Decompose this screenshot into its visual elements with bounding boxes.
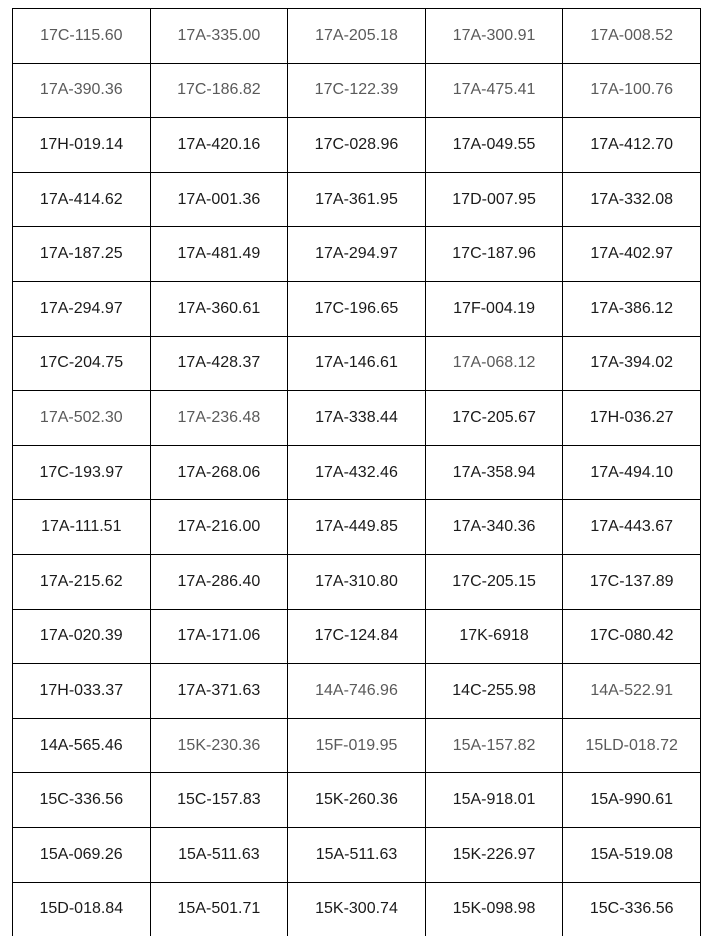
table-row [13, 609, 701, 664]
table-body [13, 9, 701, 937]
table-row [13, 391, 701, 446]
table-cell: 17A-187.25 [13, 227, 151, 282]
table-cell: 17C-028.96 [288, 118, 426, 173]
table-cell: 15K-300.74 [288, 882, 426, 936]
table-cell: 17H-019.14 [13, 118, 151, 173]
table-cell: 17A-216.00 [150, 500, 288, 555]
table-cell: 17C-204.75 [13, 336, 151, 391]
table-row [13, 827, 701, 882]
table-cell: 15A-501.71 [150, 882, 288, 936]
table-cell: 14C-255.98 [425, 664, 563, 719]
table-row [13, 554, 701, 609]
table-cell: 15C-157.83 [150, 773, 288, 828]
table-cell: 17C-122.39 [288, 63, 426, 118]
table-cell: 17A-001.36 [150, 172, 288, 227]
table-cell: 17A-300.91 [425, 9, 563, 64]
table-row [13, 882, 701, 936]
table-cell: 17A-420.16 [150, 118, 288, 173]
table-cell: 17A-020.39 [13, 609, 151, 664]
table-cell: 15LD-018.72 [563, 718, 701, 773]
table-cell: 17A-236.48 [150, 391, 288, 446]
table-cell: 17A-268.06 [150, 445, 288, 500]
table-cell: 17C-193.97 [13, 445, 151, 500]
table-cell: 15A-157.82 [425, 718, 563, 773]
table-cell: 17A-432.46 [288, 445, 426, 500]
table-cell: 17A-443.67 [563, 500, 701, 555]
table-row [13, 773, 701, 828]
table-cell: 17A-412.70 [563, 118, 701, 173]
license-plate-table [12, 8, 701, 936]
table-cell: 17A-494.10 [563, 445, 701, 500]
table-cell: 17D-007.95 [425, 172, 563, 227]
table-cell: 17A-171.06 [150, 609, 288, 664]
table-cell: 17A-390.36 [13, 63, 151, 118]
table-cell: 17A-386.12 [563, 281, 701, 336]
table-cell: 17C-205.15 [425, 554, 563, 609]
table-row [13, 718, 701, 773]
table-cell: 17A-414.62 [13, 172, 151, 227]
table-cell: 17A-294.97 [288, 227, 426, 282]
table-cell: 17A-394.02 [563, 336, 701, 391]
table-cell: 17A-481.49 [150, 227, 288, 282]
table-cell: 17A-008.52 [563, 9, 701, 64]
table-cell: 15A-069.26 [13, 827, 151, 882]
table-cell: 17A-215.62 [13, 554, 151, 609]
table-cell: 15A-511.63 [288, 827, 426, 882]
table-cell: 15D-018.84 [13, 882, 151, 936]
table-cell: 17A-358.94 [425, 445, 563, 500]
table-cell: 17A-428.37 [150, 336, 288, 391]
table-row [13, 9, 701, 64]
table-cell: 15A-519.08 [563, 827, 701, 882]
table-cell: 15A-990.61 [563, 773, 701, 828]
table-cell: 17A-371.63 [150, 664, 288, 719]
table-cell: 15A-511.63 [150, 827, 288, 882]
table-cell: 17A-475.41 [425, 63, 563, 118]
table-row [13, 118, 701, 173]
table-cell: 17A-205.18 [288, 9, 426, 64]
table-cell: 17A-449.85 [288, 500, 426, 555]
table-cell: 17C-137.89 [563, 554, 701, 609]
table-row [13, 664, 701, 719]
table-cell: 17A-360.61 [150, 281, 288, 336]
table-cell: 17A-502.30 [13, 391, 151, 446]
table-cell: 17A-335.00 [150, 9, 288, 64]
table-row [13, 336, 701, 391]
table-cell: 17H-036.27 [563, 391, 701, 446]
table-cell: 17A-294.97 [13, 281, 151, 336]
table-cell: 17C-115.60 [13, 9, 151, 64]
table-cell: 15K-226.97 [425, 827, 563, 882]
table-cell: 17C-080.42 [563, 609, 701, 664]
table-cell: 17A-310.80 [288, 554, 426, 609]
table-cell: 17A-286.40 [150, 554, 288, 609]
table-cell: 15K-230.36 [150, 718, 288, 773]
table-cell: 17C-186.82 [150, 63, 288, 118]
table-cell: 17A-332.08 [563, 172, 701, 227]
table-row [13, 445, 701, 500]
table-cell: 17A-361.95 [288, 172, 426, 227]
table-cell: 15C-336.56 [13, 773, 151, 828]
table-cell: 17C-205.67 [425, 391, 563, 446]
table-row [13, 500, 701, 555]
table-cell: 17A-146.61 [288, 336, 426, 391]
table-cell: 17A-100.76 [563, 63, 701, 118]
table-row [13, 281, 701, 336]
table-cell: 15K-260.36 [288, 773, 426, 828]
table-cell: 17A-049.55 [425, 118, 563, 173]
table-cell: 17A-068.12 [425, 336, 563, 391]
table-row [13, 63, 701, 118]
table-cell: 15F-019.95 [288, 718, 426, 773]
table-cell: 17H-033.37 [13, 664, 151, 719]
table-cell: 17A-111.51 [13, 500, 151, 555]
table-cell: 17C-196.65 [288, 281, 426, 336]
table-cell: 17C-124.84 [288, 609, 426, 664]
table-cell: 15K-098.98 [425, 882, 563, 936]
table-cell: 17A-338.44 [288, 391, 426, 446]
table-cell: 17F-004.19 [425, 281, 563, 336]
table-cell: 15C-336.56 [563, 882, 701, 936]
table-cell: 14A-565.46 [13, 718, 151, 773]
table-cell: 17A-402.97 [563, 227, 701, 282]
table-cell: 15A-918.01 [425, 773, 563, 828]
table-cell: 14A-522.91 [563, 664, 701, 719]
table-cell: 17C-187.96 [425, 227, 563, 282]
table-cell: 17A-340.36 [425, 500, 563, 555]
table-row [13, 172, 701, 227]
table-row [13, 227, 701, 282]
table-cell: 14A-746.96 [288, 664, 426, 719]
table-cell: 17K-6918 [425, 609, 563, 664]
